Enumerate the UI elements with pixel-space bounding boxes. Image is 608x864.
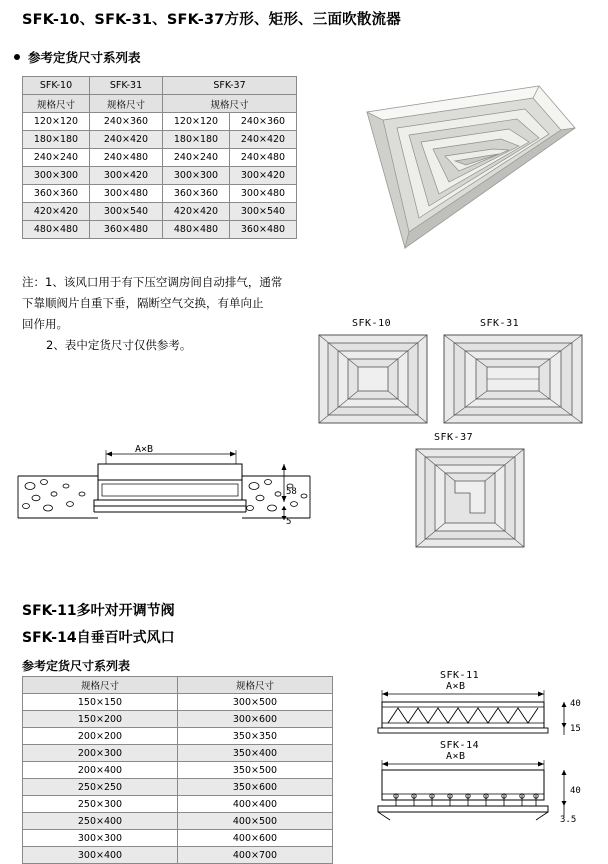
table-row [23, 796, 333, 813]
table-cell: 400×600 [178, 830, 333, 847]
table-cell: 240×360 [90, 113, 163, 131]
plan-label-sfk-10: SFK-10 [352, 318, 392, 329]
table-row [23, 694, 333, 711]
table-row [23, 221, 297, 239]
dim-label-5: 5 [286, 517, 292, 527]
table-cell: 400×700 [178, 847, 333, 864]
table-cell: 180×180 [163, 131, 230, 149]
note-line: 回作用。 [22, 317, 68, 331]
plan-label-sfk-37: SFK-37 [434, 432, 474, 443]
dim-label-sfk-11-small: 15 [570, 724, 581, 734]
table-cell: 200×300 [23, 745, 178, 762]
table-row [23, 677, 333, 694]
note-line: 2、表中定货尺寸仅供参考。 [46, 338, 192, 352]
table-cell: 350×600 [178, 779, 333, 796]
table-cell: 240×480 [230, 149, 297, 167]
table-row [23, 745, 333, 762]
table-cell: 420×420 [23, 203, 90, 221]
table-row [23, 167, 297, 185]
table-cell: 200×400 [23, 762, 178, 779]
table-cell: 400×400 [178, 796, 333, 813]
drawing-sfk-11 [368, 688, 598, 742]
table-row [23, 762, 333, 779]
table-cell: 300×480 [230, 185, 297, 203]
dim-label-sfk-14-small: 3.5 [560, 815, 577, 825]
note-line: 下靠顺阀片自重下垂，隔断空气交换，有单向止 [22, 296, 264, 310]
table-cell: 250×400 [23, 813, 178, 830]
table-row [23, 830, 333, 847]
table-cell: 300×500 [178, 694, 333, 711]
table-cell: 420×420 [163, 203, 230, 221]
section-2-title-2: SFK-14自垂百叶式风口 [22, 630, 175, 646]
table-row [23, 728, 333, 745]
notes-block [22, 272, 312, 356]
table-row [23, 779, 333, 796]
table-row [23, 813, 333, 830]
table-cell: 240×420 [90, 131, 163, 149]
table-cell: 300×540 [90, 203, 163, 221]
page-title: SFK-10、SFK-31、SFK-37方形、矩形、三面吹散流器 [22, 12, 401, 28]
table-group-header: SFK-10 [23, 77, 90, 95]
table-cell: 200×200 [23, 728, 178, 745]
table-cell: 360×360 [23, 185, 90, 203]
table-group-header: SFK-37 [163, 77, 297, 95]
table-cell: 180×180 [23, 131, 90, 149]
note-line: 注：1、该风口用于有下压空调房间自动排气，通常 [22, 275, 283, 289]
size-table-1 [22, 76, 297, 239]
installation-section-drawing [10, 440, 330, 554]
table-header: 规格尺寸 [178, 677, 333, 694]
size-table-2 [22, 676, 333, 864]
drawing-sfk-14 [368, 758, 598, 842]
table-cell: 360×360 [163, 185, 230, 203]
diffuser-photo [353, 72, 585, 262]
table-cell: 350×500 [178, 762, 333, 779]
section-1-heading [14, 48, 141, 66]
section-1-label: 参考定货尺寸系列表 [28, 50, 141, 65]
table-cell: 240×240 [23, 149, 90, 167]
table-cell: 240×480 [90, 149, 163, 167]
table-row [23, 711, 333, 728]
table-cell: 480×480 [23, 221, 90, 239]
table-cell: 300×300 [163, 167, 230, 185]
table-row [23, 203, 297, 221]
table-row [23, 149, 297, 167]
drawing-dim-sfk-11-ab: A×B [446, 681, 466, 692]
table-cell: 360×480 [230, 221, 297, 239]
table-cell: 350×350 [178, 728, 333, 745]
table-sub-header: 规格尺寸 [163, 95, 297, 113]
table-cell: 150×150 [23, 694, 178, 711]
drawing-label-sfk-14: SFK-14 [440, 740, 480, 751]
dim-label-ab: A×B [135, 444, 154, 455]
dim-label-58: 58 [286, 487, 297, 497]
table-cell: 240×420 [230, 131, 297, 149]
plan-view-sfk-37 [415, 448, 525, 552]
table-cell: 300×540 [230, 203, 297, 221]
table-row [23, 185, 297, 203]
table-sub-header: 规格尺寸 [90, 95, 163, 113]
table-cell: 300×300 [23, 167, 90, 185]
table-row [23, 95, 297, 113]
plan-label-sfk-31: SFK-31 [480, 318, 520, 329]
drawing-dim-sfk-14-ab: A×B [446, 751, 466, 762]
dim-label-sfk-14-height: 40 [570, 786, 581, 796]
table-cell: 250×250 [23, 779, 178, 796]
section-2-subtitle: 参考定货尺寸系列表 [22, 659, 131, 673]
table-cell: 240×240 [163, 149, 230, 167]
dim-label-sfk-11-height: 40 [570, 699, 581, 709]
table-row [23, 131, 297, 149]
section-2-title-1: SFK-11多叶对开调节阀 [22, 603, 175, 619]
bullet-icon [14, 54, 20, 60]
table-cell: 400×500 [178, 813, 333, 830]
table-cell: 300×300 [23, 830, 178, 847]
table-cell: 120×120 [163, 113, 230, 131]
drawing-label-sfk-11: SFK-11 [440, 670, 480, 681]
table-cell: 300×600 [178, 711, 333, 728]
table-cell: 300×420 [230, 167, 297, 185]
table-row [23, 77, 297, 95]
table-sub-header: 规格尺寸 [23, 95, 90, 113]
table-cell: 300×480 [90, 185, 163, 203]
table-cell: 240×360 [230, 113, 297, 131]
table-header: 规格尺寸 [23, 677, 178, 694]
table-row [23, 847, 333, 864]
plan-view-sfk-10 [318, 334, 428, 428]
plan-view-sfk-31 [443, 334, 583, 428]
table-cell: 300×420 [90, 167, 163, 185]
table-cell: 250×300 [23, 796, 178, 813]
table-cell: 350×400 [178, 745, 333, 762]
table-cell: 300×400 [23, 847, 178, 864]
table-cell: 120×120 [23, 113, 90, 131]
table-cell: 150×200 [23, 711, 178, 728]
table-row [23, 113, 297, 131]
table-group-header: SFK-31 [90, 77, 163, 95]
table-cell: 480×480 [163, 221, 230, 239]
table-cell: 360×480 [90, 221, 163, 239]
